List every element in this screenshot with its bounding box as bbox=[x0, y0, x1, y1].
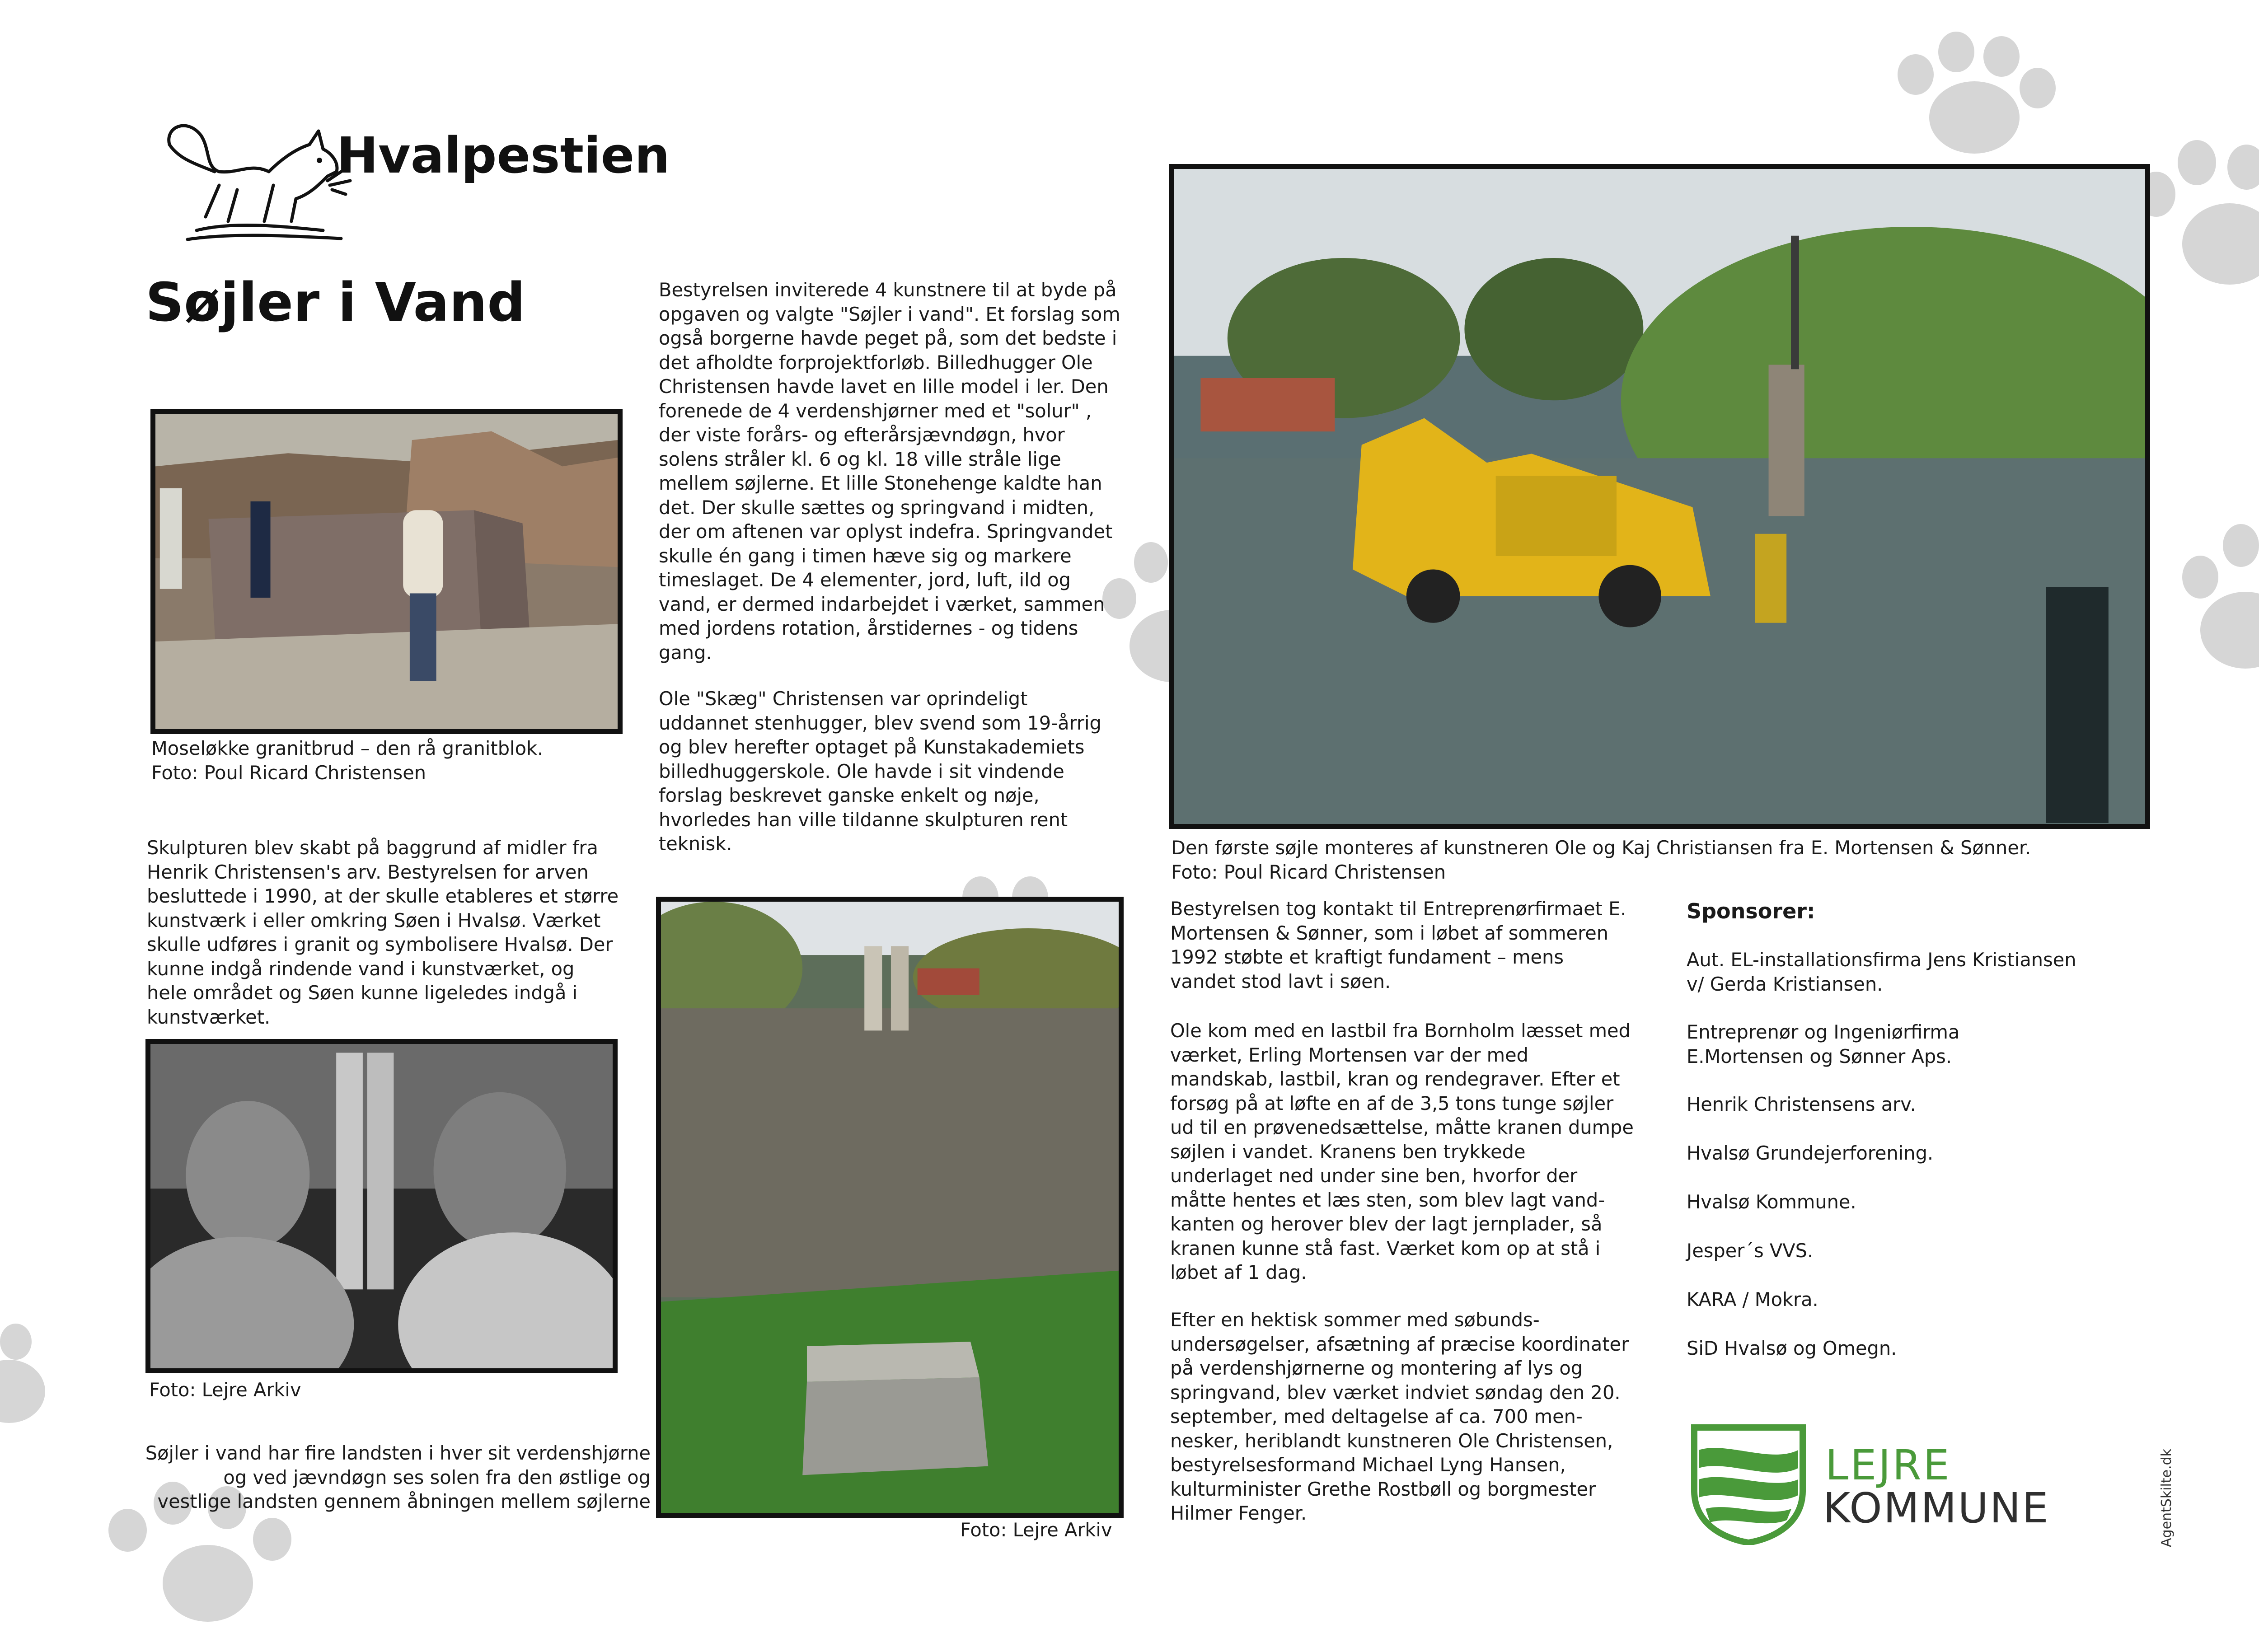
lejre-shield-icon bbox=[1690, 1423, 1807, 1545]
granite-quarry-photo bbox=[150, 409, 623, 734]
sponsor-item: KARA / Mokra. bbox=[1687, 1288, 1818, 1310]
sponsor-item: Entreprenør og Ingeniørfirma E.Mortensen og Sønner Aps. bbox=[1687, 1021, 1960, 1067]
sponsor-item: Jesper´s VVS. bbox=[1687, 1240, 1814, 1262]
archive-bw-photo bbox=[145, 1039, 618, 1373]
paw-print-icon bbox=[1889, 27, 2060, 176]
artist-paragraph: Ole "Skæg" Christensen var oprindeligt uddannet stenhugger, blev svend som 19-årrig og blev herefter optaget på Kunstakademiets billedhuggerskole. Ole havde i sit vindende forslag beskrevet ganske enkelt og nøje, hvorledes han ville tildanne skulpturen rent teknisk. bbox=[659, 688, 1101, 855]
sponsor-item: Hvalsø Kommune. bbox=[1687, 1191, 1856, 1213]
sponsor-item: Henrik Christensens arv. bbox=[1687, 1093, 1916, 1115]
fox-logo-icon bbox=[160, 117, 359, 248]
landstone-note: Søjler i vand har fire landsten i hver sit verdenshjørne og ved jævndøgn ses solen fra den østlige og vestlige landsten gennem åbningen mellem søjlerne bbox=[145, 1442, 651, 1512]
page-title: Søjler i Vand bbox=[145, 271, 525, 333]
sponsors-heading: Sponsorer: bbox=[1687, 899, 1815, 923]
contractor-paragraph: Bestyrelsen tog kontakt til Entreprenørfirmaet E. Mortensen & Sønner, som i løbet af sommeren 1992 støbte et kraftigt fundament – mens vandet stod lavt i søen. bbox=[1170, 898, 1626, 992]
granite-photo-caption: Moseløkke granitbrud – den rå granitblok. Foto: Poul Ricard Christensen bbox=[151, 737, 544, 784]
installation-caption: Den første søjle monteres af kunstneren Ole og Kaj Christiansen fra E. Mortensen & Sønner. Foto: Poul Ricard Christensen bbox=[1171, 837, 2031, 883]
inauguration-paragraph: Efter en hektisk sommer med søbunds- undersøgelser, afsætning af præcise koordinater på verdenshjørnerne og montering af lys og springvand, blev værket indviet søndag den 20. september, med deltagelse af ca. 700 men- nesker, heriblandt kunstneren Ole Christensen, bestyrelsesformand Michael Lyng Hansen, kulturminister Grethe Rostbøll og borgmester Hilmer Fenger. bbox=[1170, 1309, 1629, 1524]
intro-paragraph: Bestyrelsen inviterede 4 kunstnere til at byde på opgaven og valgte "Søjler i vand". Et forslag som også borgerne havde peget på, som det bedste i det afholdte forprojektforløb. Billedhugger Ole Christensen havde lavet en lille model i ler. Den forenede de 4 verdenshjørner med et "solur" , der viste forårs- og efterårsjævndøgn, hvor solens stråler kl. 6 og kl. 18 ville stråle lige mellem søjlerne. Et lille Stonehenge kaldte han det. Der skulle sættes og springvand i midten, der om aftenen var oplyst indefra. Springvandet skulle én gang i timen hæve sig og markere timeslaget. De 4 elementer, jord, luft, ild og vand, er dermed indarbejdet i værket, sammen med jordens rotation, årstidernes - og tidens gang. bbox=[659, 279, 1120, 664]
archive-bw-caption: Foto: Lejre Arkiv bbox=[149, 1379, 301, 1401]
paw-print-icon bbox=[0, 1319, 54, 1455]
lake-landstone-photo bbox=[656, 897, 1124, 1518]
archive-color-caption: Foto: Lejre Arkiv bbox=[960, 1519, 1112, 1541]
sponsor-item: Hvalsø Grundejerforening. bbox=[1687, 1142, 1934, 1164]
installation-photo bbox=[1169, 164, 2150, 829]
paw-print-icon bbox=[2182, 519, 2259, 691]
sponsor-item: Aut. EL-installationsfirma Jens Kristiansen v/ Gerda Kristiansen. bbox=[1687, 949, 2076, 995]
vertical-credit: AgentSkilte.dk bbox=[2159, 1448, 2175, 1547]
paw-print-icon bbox=[2132, 136, 2259, 325]
site-title: Hvalpestien bbox=[337, 126, 670, 184]
logo-line1: LEJRE bbox=[1825, 1441, 1951, 1489]
funding-paragraph: Skulpturen blev skabt på baggrund af midler fra Henrik Christensen's arv. Bestyrelsen for arven besluttede i 1990, at der skulle etableres et større kunstværk i eller omkring Søen i Hvalsø. Værket skulle udføres i granit og symbolisere Hvalsø. Der kunne indgå rindende vand i kunstværket, og hele området og Søen kunne ligeledes indgå i kunstværket. bbox=[147, 837, 619, 1028]
paw-print-icon bbox=[104, 1491, 307, 1652]
transport-paragraph: Ole kom med en lastbil fra Bornholm læsset med værket, Erling Mortensen var der med mandskab, lastbil, kran og rendegraver. Efter et forsøg på at løfte en af de 3,5 tons tunge søjler ud til en prøvenedsættelse, måtte kranen dumpe søjlen i vandet. Kranens ben trykkede underlaget ned under sine ben, hvorfor der måtte hentes et læs sten, som blev lagt vand- kanten og herover blev der lagt jernplader, så kranen kunne stå fast. Værket kom op at stå i løbet af 1 dag. bbox=[1170, 1020, 1634, 1283]
logo-line2: KOMMUNE bbox=[1823, 1484, 2050, 1532]
sponsor-item: SiD Hvalsø og Omegn. bbox=[1687, 1337, 1897, 1359]
